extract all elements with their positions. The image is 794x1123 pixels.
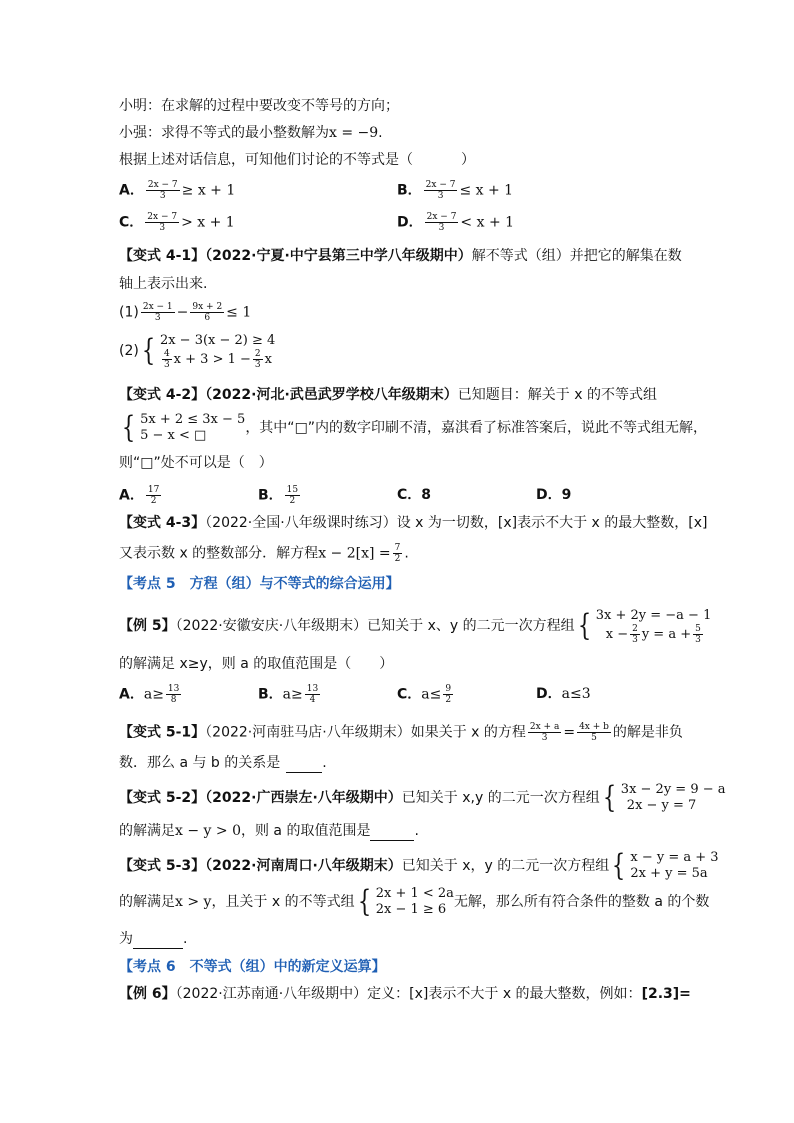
fraction (190, 302, 224, 323)
section-5-title: 【考点 5 方程（组）与不等式的综合运用】 (119, 576, 400, 592)
fraction (285, 485, 300, 506)
option-b (397, 180, 513, 201)
text: ，且关于 x 的不等式组 (211, 894, 355, 910)
denominator: 3 (695, 634, 701, 645)
text: 的解是非负 (612, 724, 683, 741)
denominator: 3 (541, 733, 548, 743)
variant-4-1-part1 (119, 302, 251, 323)
fraction (253, 349, 263, 370)
fraction (425, 212, 459, 233)
math-expression: a≤3 (561, 686, 591, 702)
fraction (577, 722, 611, 743)
denominator: 3 (159, 223, 166, 233)
system-row: 2x + 1 < 2a (375, 886, 454, 901)
option-label: D． (397, 214, 423, 231)
math-expression: x (264, 351, 272, 367)
source: （2022·河南驻马店·八年级期末） (205, 724, 411, 741)
system-row: 2x − 1 ≥ 6 (375, 902, 447, 917)
denominator: 3 (163, 359, 170, 370)
text: 已知关于 x、y 的二元一次方程组 (367, 618, 575, 634)
denominator: 3 (254, 359, 261, 370)
variant-4-1-heading (119, 246, 682, 266)
text: 小明：在求解的过程中要改变不等号的方向； (119, 98, 399, 114)
denominator: 3 (632, 634, 638, 645)
option-label: B． (397, 182, 422, 199)
numerator: 15 (286, 485, 299, 495)
example-tag: 【例 5】 (119, 618, 176, 634)
brace-icon: { (577, 608, 591, 643)
example-tag: 【例 6】 (119, 986, 176, 1002)
text: 无解，那么所有符合条件的整数 a 的个数 (453, 894, 710, 910)
text: 的解满足 x≥y，则 a 的取值范围是（ ） (119, 656, 394, 672)
numerator: 2 (254, 348, 261, 359)
text: 解不等式（组）并把它的解集在数 (471, 248, 682, 264)
numerator: 17 (147, 485, 160, 495)
part-label: (2) (119, 343, 139, 359)
denominator: 3 (437, 191, 444, 201)
fraction (146, 180, 180, 201)
option-label: A． (119, 487, 144, 504)
variant-5-2-text2 (119, 820, 419, 841)
math-expression: x − y > 0 (175, 823, 241, 839)
system-row: 2x − 3(x − 2) ≥ 4 (159, 332, 276, 348)
denominator: 3 (438, 223, 445, 233)
denominator: 5 (591, 733, 597, 743)
numerator: 13 (306, 684, 319, 694)
text: 小强：求得不等式的最小整数解为 (119, 125, 329, 141)
text: . (183, 931, 188, 947)
option-a (119, 180, 235, 201)
variant-5-3-text2 (119, 884, 709, 920)
option-label: B． (258, 686, 283, 703)
variant-tag: 【变式 4-3】 (119, 515, 206, 531)
fraction (146, 485, 161, 506)
denominator: 2 (289, 496, 296, 506)
operator: − (176, 304, 189, 321)
fraction (162, 349, 172, 370)
answer-blank[interactable] (286, 752, 322, 773)
text: . (378, 125, 383, 141)
numerator: 2x − 1 (142, 302, 173, 312)
text: 又表示数 x 的整数部分．解方程 (119, 545, 319, 562)
text: 定义：[x]表示不大于 x 的最大整数，例如： (367, 986, 642, 1002)
option-d (536, 684, 591, 704)
variant-5-3-text5 (119, 928, 187, 949)
math-expression: ≥ x + 1 (181, 182, 236, 199)
fraction (166, 684, 181, 705)
system-row: 3x + 2y = −a − 1 (595, 607, 712, 623)
brace-icon: { (141, 333, 156, 368)
source: （2022·宁夏·中宁县第三中学八年级期中） (205, 248, 472, 264)
equation-system (575, 608, 712, 645)
variant-5-2-heading (119, 780, 726, 816)
math-expression: x > y (175, 894, 212, 910)
text: 设 x 为一切数，[x]表示不大于 x 的最大整数，[x] (396, 515, 708, 531)
source: （2022·全国·八年级课时练习） (205, 515, 397, 531)
text: 已知关于 x,y 的二元一次方程组 (401, 790, 600, 806)
system-row: 2x + y = 5a (630, 866, 708, 881)
text: ） (461, 152, 475, 168)
text: . (414, 823, 419, 839)
numerator: 5 (695, 623, 701, 634)
variant-4-2-heading (119, 385, 657, 405)
inequality-system (139, 333, 275, 370)
numerator: 9 (445, 684, 452, 694)
variant-4-3-heading (119, 513, 708, 533)
operator: = (563, 724, 576, 741)
option-c (119, 212, 235, 233)
text: ，则 a 的取值范围是 (240, 823, 371, 839)
math-expression: x − (605, 626, 629, 642)
fraction (305, 684, 320, 705)
variant-tag: 【变式 5-2】 (119, 790, 206, 806)
variant-4-1-part2 (119, 332, 275, 370)
option-label: C． (397, 487, 422, 503)
denominator: 8 (170, 695, 177, 705)
option-label: C． (397, 686, 422, 703)
numerator: 9x + 2 (192, 302, 223, 312)
option-value: 9 (561, 487, 572, 503)
math-expression: < x + 1 (460, 214, 515, 231)
option-label: A． (119, 686, 144, 703)
denominator: 3 (154, 313, 161, 323)
fraction (393, 543, 403, 564)
inequality-system (355, 886, 454, 918)
numerator: 2x − 7 (425, 180, 456, 190)
denominator: 6 (204, 313, 211, 323)
source: （2022·江苏南通·八年级期中） (175, 986, 368, 1002)
denominator: 2 (150, 496, 157, 506)
source: （2022·广西崇左·八年级期中） (205, 790, 402, 806)
option-b (258, 485, 302, 506)
math-expression: a≥ (282, 686, 303, 703)
math-expression: ≤ 1 (226, 304, 252, 321)
text: . (322, 755, 327, 771)
text: 根据上述对话信息，可知他们讨论的不等式是（ (119, 152, 413, 168)
source: （2022·河南周口·八年级期末） (205, 858, 402, 874)
text: 为 (119, 931, 133, 947)
numerator: 4x + b (579, 722, 609, 732)
option-label: D． (536, 686, 562, 702)
denominator: 4 (309, 695, 316, 705)
fraction (630, 624, 640, 645)
system-row: 3x − 2y = 9 − a (620, 782, 726, 797)
denominator: 3 (159, 191, 166, 201)
option-d (536, 485, 571, 505)
numerator: 2x + a (529, 722, 560, 732)
math-expression: > x + 1 (181, 214, 235, 231)
section-6-title: 【考点 6 不等式（组）中的新定义运算】 (119, 959, 386, 975)
numerator: 2x − 7 (426, 212, 457, 222)
question-stem (119, 150, 475, 170)
inequality-system (119, 412, 245, 444)
option-label: B． (258, 487, 283, 504)
system-row: x − y = a + 3 (630, 850, 719, 865)
variant-5-1-heading (119, 722, 683, 743)
numerator: 2x − 7 (147, 212, 178, 222)
system-row (160, 349, 275, 370)
math-expression: a≥ (143, 686, 164, 703)
fraction (141, 302, 175, 323)
variant-4-3-text2 (119, 543, 409, 564)
variant-tag: 【变式 5-1】 (119, 724, 206, 741)
fraction (528, 722, 561, 743)
answer-blank[interactable] (370, 820, 414, 841)
variant-4-2-system (119, 410, 707, 446)
math-expression: x − 2[x] = (318, 545, 391, 562)
text: 则“□”处不可以是（ ） (119, 455, 273, 471)
option-label: A． (119, 182, 144, 199)
example-6-heading (119, 984, 691, 1004)
dialogue-xiaoqiang (119, 123, 383, 143)
option-a (119, 485, 163, 506)
denominator: 2 (445, 695, 452, 705)
numerator: 2 (632, 623, 638, 634)
system-row: 2x − y = 7 (626, 798, 697, 813)
variant-tag: 【变式 4-1】 (119, 248, 206, 264)
denominator: 2 (394, 554, 401, 564)
example-5-heading (119, 606, 711, 646)
brace-icon: { (602, 780, 616, 815)
part-label: (1) (119, 304, 139, 321)
numerator: 2x − 7 (147, 180, 178, 190)
option-label: D． (536, 487, 562, 503)
option-a (119, 684, 183, 705)
variant-tag: 【变式 5-3】 (119, 858, 206, 874)
brace-icon: { (121, 410, 136, 445)
text: 已知关于 x，y 的二元一次方程组 (401, 858, 610, 874)
variant-5-3-heading (119, 848, 719, 884)
text: ，其中“□”内的数字印刷不清，嘉淇看了标准答案后，说此不等式组无解， (245, 420, 708, 436)
math-expression: a≤ (421, 686, 442, 703)
answer-blank[interactable] (133, 928, 183, 949)
source: （2022·河北·武邑武罗学校八年级期末） (205, 387, 458, 403)
numerator: 13 (167, 684, 180, 694)
text: 的解满足 (119, 894, 175, 910)
fraction (693, 624, 703, 645)
variant-4-2-text3 (119, 453, 273, 473)
numerator: 7 (394, 543, 401, 553)
system-row: 5 − x < □ (140, 428, 207, 443)
text: 轴上表示出来. (119, 276, 208, 292)
option-b (258, 684, 322, 705)
brace-icon: { (612, 848, 626, 883)
numerator: 4 (163, 348, 170, 359)
equation-system (600, 782, 726, 814)
brace-icon: { (357, 884, 371, 919)
example-5-text2 (119, 654, 393, 674)
option-value: 8 (421, 487, 432, 503)
variant-5-1-text3 (119, 752, 327, 773)
system-row: 5x + 2 ≤ 3x − 5 (140, 412, 246, 427)
option-d (397, 212, 514, 233)
text: 已知题目：解关于 x 的不等式组 (457, 387, 657, 403)
text: . (404, 545, 409, 562)
math-expression: [2.3]= (641, 986, 691, 1002)
text: 数．那么 a 与 b 的关系是 (119, 755, 281, 771)
fraction (424, 180, 458, 201)
option-c (397, 684, 455, 705)
math-expression: x = −9 (329, 125, 379, 141)
fraction (443, 684, 453, 705)
math-expression: ≤ x + 1 (459, 182, 514, 199)
variant-tag: 【变式 4-2】 (119, 387, 206, 403)
source: （2022·安徽安庆·八年级期末） (175, 618, 368, 634)
equation-system (609, 850, 718, 882)
math-expression: y = a + (641, 626, 692, 642)
math-expression: x + 3 > 1 − (173, 351, 251, 367)
text: 如果关于 x 的方程 (410, 724, 526, 741)
system-row (596, 624, 712, 645)
text: 的解满足 (119, 823, 175, 839)
fraction (145, 212, 179, 233)
dialogue-xiaoming (119, 96, 399, 116)
variant-4-1-text2 (119, 274, 207, 294)
option-c (397, 485, 431, 505)
option-label: C． (119, 214, 144, 231)
